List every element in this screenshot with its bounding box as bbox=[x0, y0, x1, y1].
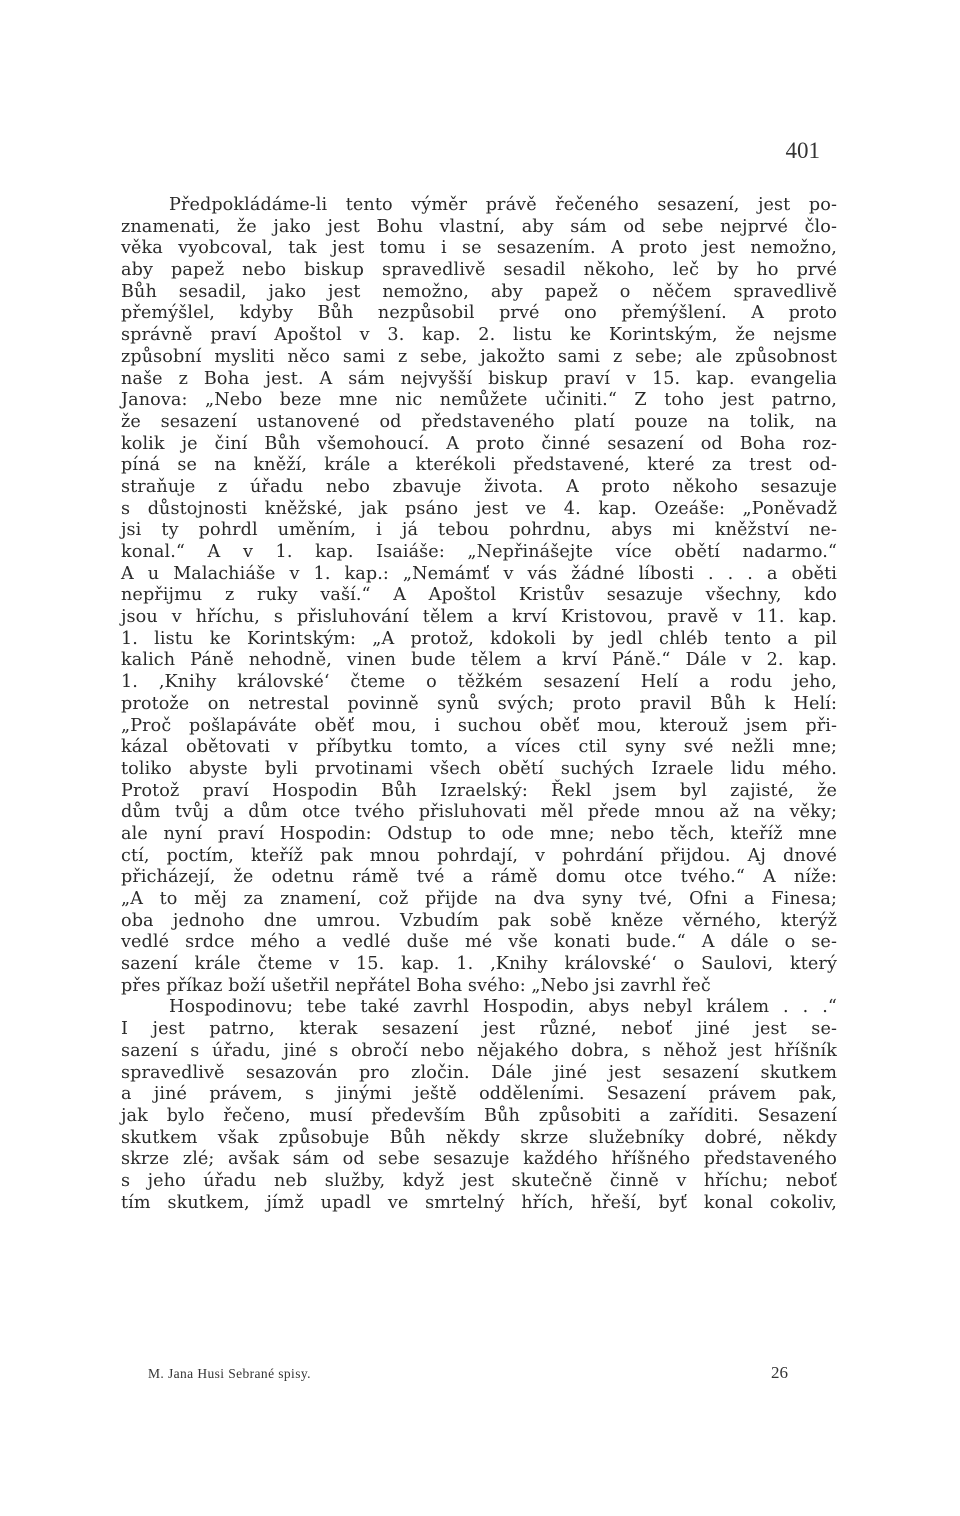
text-line: vedlé srdce mého a vedlé duše mé vše konati bude.“ A dále o se- bbox=[121, 932, 837, 953]
page-number: 401 bbox=[785, 138, 820, 163]
text-line: s jeho úřadu neb služby, když jest skutečně činně v hříchu; neboť bbox=[121, 1170, 837, 1191]
text-line: sazení s úřadu, jiné s obročí nebo nějakého dobra, s něhož jest hříšník bbox=[121, 1040, 837, 1061]
text-line: dům tvůj a dům otce tvého přisluhovati měl přede mnou až na věky; bbox=[121, 802, 837, 823]
text-line: Předpokládáme-li tento výměr právě řečeného sesazení, jest po- bbox=[169, 195, 837, 215]
footer-title: M. Jana Husi Sebrané spisy. bbox=[148, 1366, 311, 1381]
text-line: Bůh sesadil, jako jest nemožno, aby papež o něčem spravedlivě bbox=[121, 281, 837, 302]
text-line: jsou v hříchu, s přisluhování tělem a krví Kristovou, pravě v 11. kap. bbox=[121, 607, 837, 628]
text-line: jak bylo řečeno, musí především Bůh způsobiti a zaříditi. Sesazení bbox=[121, 1105, 837, 1126]
text-line: sazení krále čteme v 15. kap. 1. ‚Knihy královské‘ o Saulovi, který bbox=[121, 954, 837, 975]
text-line: naše z Boha jest. A sám nejvyšší biskup praví v 15. kap. evangelia bbox=[121, 368, 837, 389]
text-line: nepřijmu z ruky vaší.“ A Apoštol Kristův sesazuje všechny, kdo bbox=[121, 585, 837, 606]
text-line: věka vyobcoval, tak jest tomu i se sesazením. A proto jest nemožno, bbox=[121, 238, 837, 259]
text-line: Protož praví Hospodin Bůh Izraelský: Řekl jsem byl zajisté, že bbox=[121, 780, 837, 801]
text-line: toliko abyste byli prvotinami všech obětí suchých Izraele lidu mého. bbox=[121, 758, 837, 779]
body-text bbox=[121, 195, 837, 1214]
text-line: ale nyní praví Hospodin: Odstup to ode mne; nebo těch, kteříž mne bbox=[121, 823, 837, 844]
text-line: oba jednoho dne umrou. Vzbudím pak sobě kněze věrného, kterýž bbox=[121, 910, 837, 931]
text-line: straňuje z úřadu nebo zbavuje života. A proto někoho sesazuje bbox=[121, 476, 837, 497]
text-line: píná se na kněží, krále a kterékoli představené, které za trest od- bbox=[121, 455, 837, 476]
text-line: ctí, poctím, kteříž pak mnou pohrdají, v pohrdání přijdou. Aj dnové bbox=[121, 845, 837, 866]
text-line: a jiné právem, s jinými ještě odděleními. Sesazení právem pak, bbox=[121, 1084, 837, 1105]
text-line: způsobní mysliti něco sami z sebe, jakožto sami z sebe; ale způsobnost bbox=[121, 346, 837, 367]
page-footer bbox=[148, 1363, 788, 1388]
text-line: skutkem však způsobuje Bůh někdy skrze služebníky dobré, někdy bbox=[121, 1127, 837, 1148]
text-line: skrze zlé; avšak sám od sebe sesazuje každého hříšného představeného bbox=[121, 1149, 837, 1170]
text-line: kalich Páně nehodně, vinen bude tělem a krví Páně.“ Dále v 2. kap. bbox=[121, 650, 837, 671]
text-line: přicházejí, že odetnu rámě tvé a rámě domu otce tvého.“ A níže: bbox=[121, 867, 837, 888]
text-line: že sesazení ustanovené od představeného platí pouze na tolik, na bbox=[121, 411, 837, 432]
text-line: kolik je činí Bůh všemohoucí. A proto činné sesazení od Boha roz- bbox=[121, 433, 837, 454]
text-line: 1. ‚Knihy královské‘ čteme o těžkém sesazení Helí a rodu jeho, bbox=[121, 672, 837, 693]
text-line: s důstojnosti kněžské, jak psáno jest ve 4. kap. Ozeáše: „Poněvadž bbox=[121, 498, 837, 519]
text-line: spravedlivě sesazován pro zločin. Dále jiné jest sesazení skutkem bbox=[121, 1062, 837, 1083]
text-line: tím skutkem, jímž upadl ve smrtelný hřích, hřeší, byť konal cokoliv, bbox=[121, 1192, 837, 1213]
text-line: Janova: „Nebo beze mne nic nemůžete učiniti.“ Z toho jest patrno, bbox=[121, 390, 837, 411]
text-line: Hospodinovu; tebe také zavrhl Hospodin, abys nebyl králem . . .“ bbox=[169, 997, 837, 1018]
text-line: znamenati, že jako jest Bohu vlastní, aby sám od sebe nejprvé člo- bbox=[121, 216, 837, 237]
text-line: A u Malachiáše v 1. kap.: „Nemámť v vás žádné líbosti . . . a oběti bbox=[121, 563, 837, 584]
text-line: jsi ty pohrdl uměním, i já tebou pohrdnu, abys mi kněžství ne- bbox=[121, 520, 837, 541]
text-line: správně praví Apoštol v 3. kap. 2. listu ke Korintským, že nejsme bbox=[121, 325, 837, 346]
text-line: „Proč pošlapáváte oběť mou, i suchou oběť mou, kterouž jsem při- bbox=[121, 715, 837, 736]
text-line: „A to měj za znamení, což přijde na dva syny tvé, Ofni a Finesa; bbox=[121, 889, 837, 909]
text-line: konal.“ A v 1. kap. Isaiáše: „Nepřinášejte více obětí nadarmo.“ bbox=[121, 542, 837, 562]
text-line: protože on netrestal povinně synů svých; proto pravil Bůh k Helí: bbox=[121, 693, 837, 714]
text-line: přes příkaz boží ušetřil nepřátel Boha svého: „Nebo jsi zavrhl řeč bbox=[121, 975, 711, 996]
text-line: 1. listu ke Korintským: „A protož, kdokoli by jedl chléb tento a pil bbox=[121, 628, 837, 649]
text-line: kázal obětovati v příbytku tomto, a víces ctil syny své nežli mne; bbox=[121, 737, 837, 758]
text-line: přemýšlel, kdyby Bůh nezpůsobil prvé ono přemýšlení. A proto bbox=[121, 303, 837, 324]
signature-mark: 26 bbox=[771, 1363, 788, 1382]
text-line: aby papež nebo biskup spravedlivě sesadil někoho, leč by ho prvé bbox=[121, 260, 837, 281]
text-line: I jest patrno, kterak sesazení jest různé, neboť jiné jest se- bbox=[121, 1019, 837, 1040]
